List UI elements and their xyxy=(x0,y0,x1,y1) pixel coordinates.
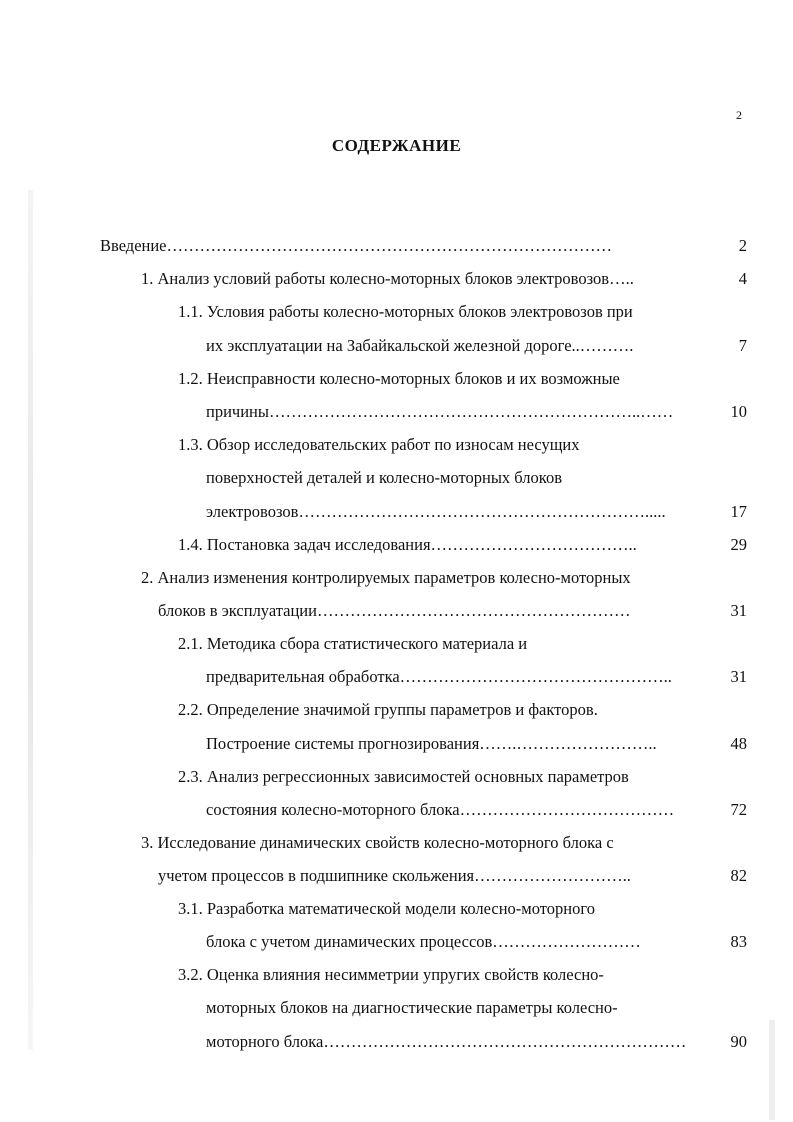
toc-page-2-2: 48 xyxy=(730,734,747,753)
toc-entry-3-2-line3: моторного блока………………………………………………………… xyxy=(206,1032,687,1051)
toc-page-3: 82 xyxy=(730,866,747,885)
toc-entry-3-2-line2: моторных блоков на диагностические параметры колесно- xyxy=(206,998,618,1017)
toc-entry-2-3-line1: 2.3. Анализ регрессионных зависимостей основных параметров xyxy=(178,767,629,786)
toc-entry-1-3-line2: поверхностей деталей и колесно-моторных блоков xyxy=(206,468,562,487)
toc-entry-2-1-line1: 2.1. Методика сбора статистического материала и xyxy=(178,634,528,653)
toc-entry-3-line2: учетом процессов в подшипнике скольжения……………………….. xyxy=(158,866,631,885)
page-title: СОДЕРЖАНИЕ xyxy=(331,136,462,155)
scan-corner-shadow xyxy=(769,1020,775,1120)
toc-entry-3-line1: 3. Исследование динамических свойств колесно-моторного блока с xyxy=(141,833,614,852)
toc-page-1-4: 29 xyxy=(730,535,747,554)
toc-page-2: 31 xyxy=(730,601,747,620)
toc-entry-2-2-line1: 2.2. Определение значимой группы параметров и факторов. xyxy=(178,700,598,719)
toc-entry-1-2-line1: 1.2. Неисправности колесно-моторных блоков и их возможные xyxy=(178,369,620,388)
toc-page-2-1: 31 xyxy=(730,667,747,686)
toc-entry-3-1-line1: 3.1. Разработка математической модели колесно-моторного xyxy=(178,899,595,918)
toc-page-1-3: 17 xyxy=(730,502,747,521)
toc-entry-1-4: 1.4. Постановка задач исследования……………………………….. xyxy=(178,535,637,554)
toc-entry-1-1-line1: 1.1. Условия работы колесно-моторных блоков электровозов при xyxy=(178,302,633,321)
toc-page-2-3: 72 xyxy=(730,800,747,819)
toc-entry-intro: Введение……………………………………………………………………… xyxy=(100,236,613,255)
toc-entry-1-1-line2: их эксплуатации на Забайкальской железной дороге..………. xyxy=(206,336,634,355)
toc-page-intro: 2 xyxy=(738,236,747,255)
toc-entry-2-3-line2: состояния колесно-моторного блока………………………………… xyxy=(206,800,675,819)
toc-page-1-2: 10 xyxy=(730,402,747,421)
toc-entry-1: 1. Анализ условий работы колесно-моторных блоков электровозов….. xyxy=(141,269,634,288)
toc-entry-1-3-line3: электровозов………………………………………………………..... xyxy=(206,502,666,521)
toc-entry-1-2-line2: причины…………………………………………………………..…… xyxy=(206,402,674,421)
toc-entry-2-line2: блоков в эксплуатации………………………………………………… xyxy=(158,601,631,620)
toc-entry-2-line1: 2. Анализ изменения контролируемых параметров колесно-моторных xyxy=(141,568,631,587)
scan-edge-shadow xyxy=(28,190,33,1050)
toc-page-1: 4 xyxy=(738,269,747,288)
toc-entry-2-1-line2: предварительная обработка………………………………………….. xyxy=(206,667,672,686)
toc-entry-1-3-line1: 1.3. Обзор исследовательских работ по износам несущих xyxy=(178,435,580,454)
toc-page-3-2: 90 xyxy=(730,1032,747,1051)
toc-entry-3-1-line2: блока с учетом динамических процессов……………………… xyxy=(206,932,641,951)
toc-page-1-1: 7 xyxy=(738,336,747,355)
toc-entry-3-2-line1: 3.2. Оценка влияния несимметрии упругих свойств колесно- xyxy=(178,965,604,984)
toc-page-3-1: 83 xyxy=(730,932,747,951)
page-number: 2 xyxy=(736,108,742,122)
toc-entry-2-2-line2: Построение системы прогнозирования…….…………………….. xyxy=(206,734,657,753)
